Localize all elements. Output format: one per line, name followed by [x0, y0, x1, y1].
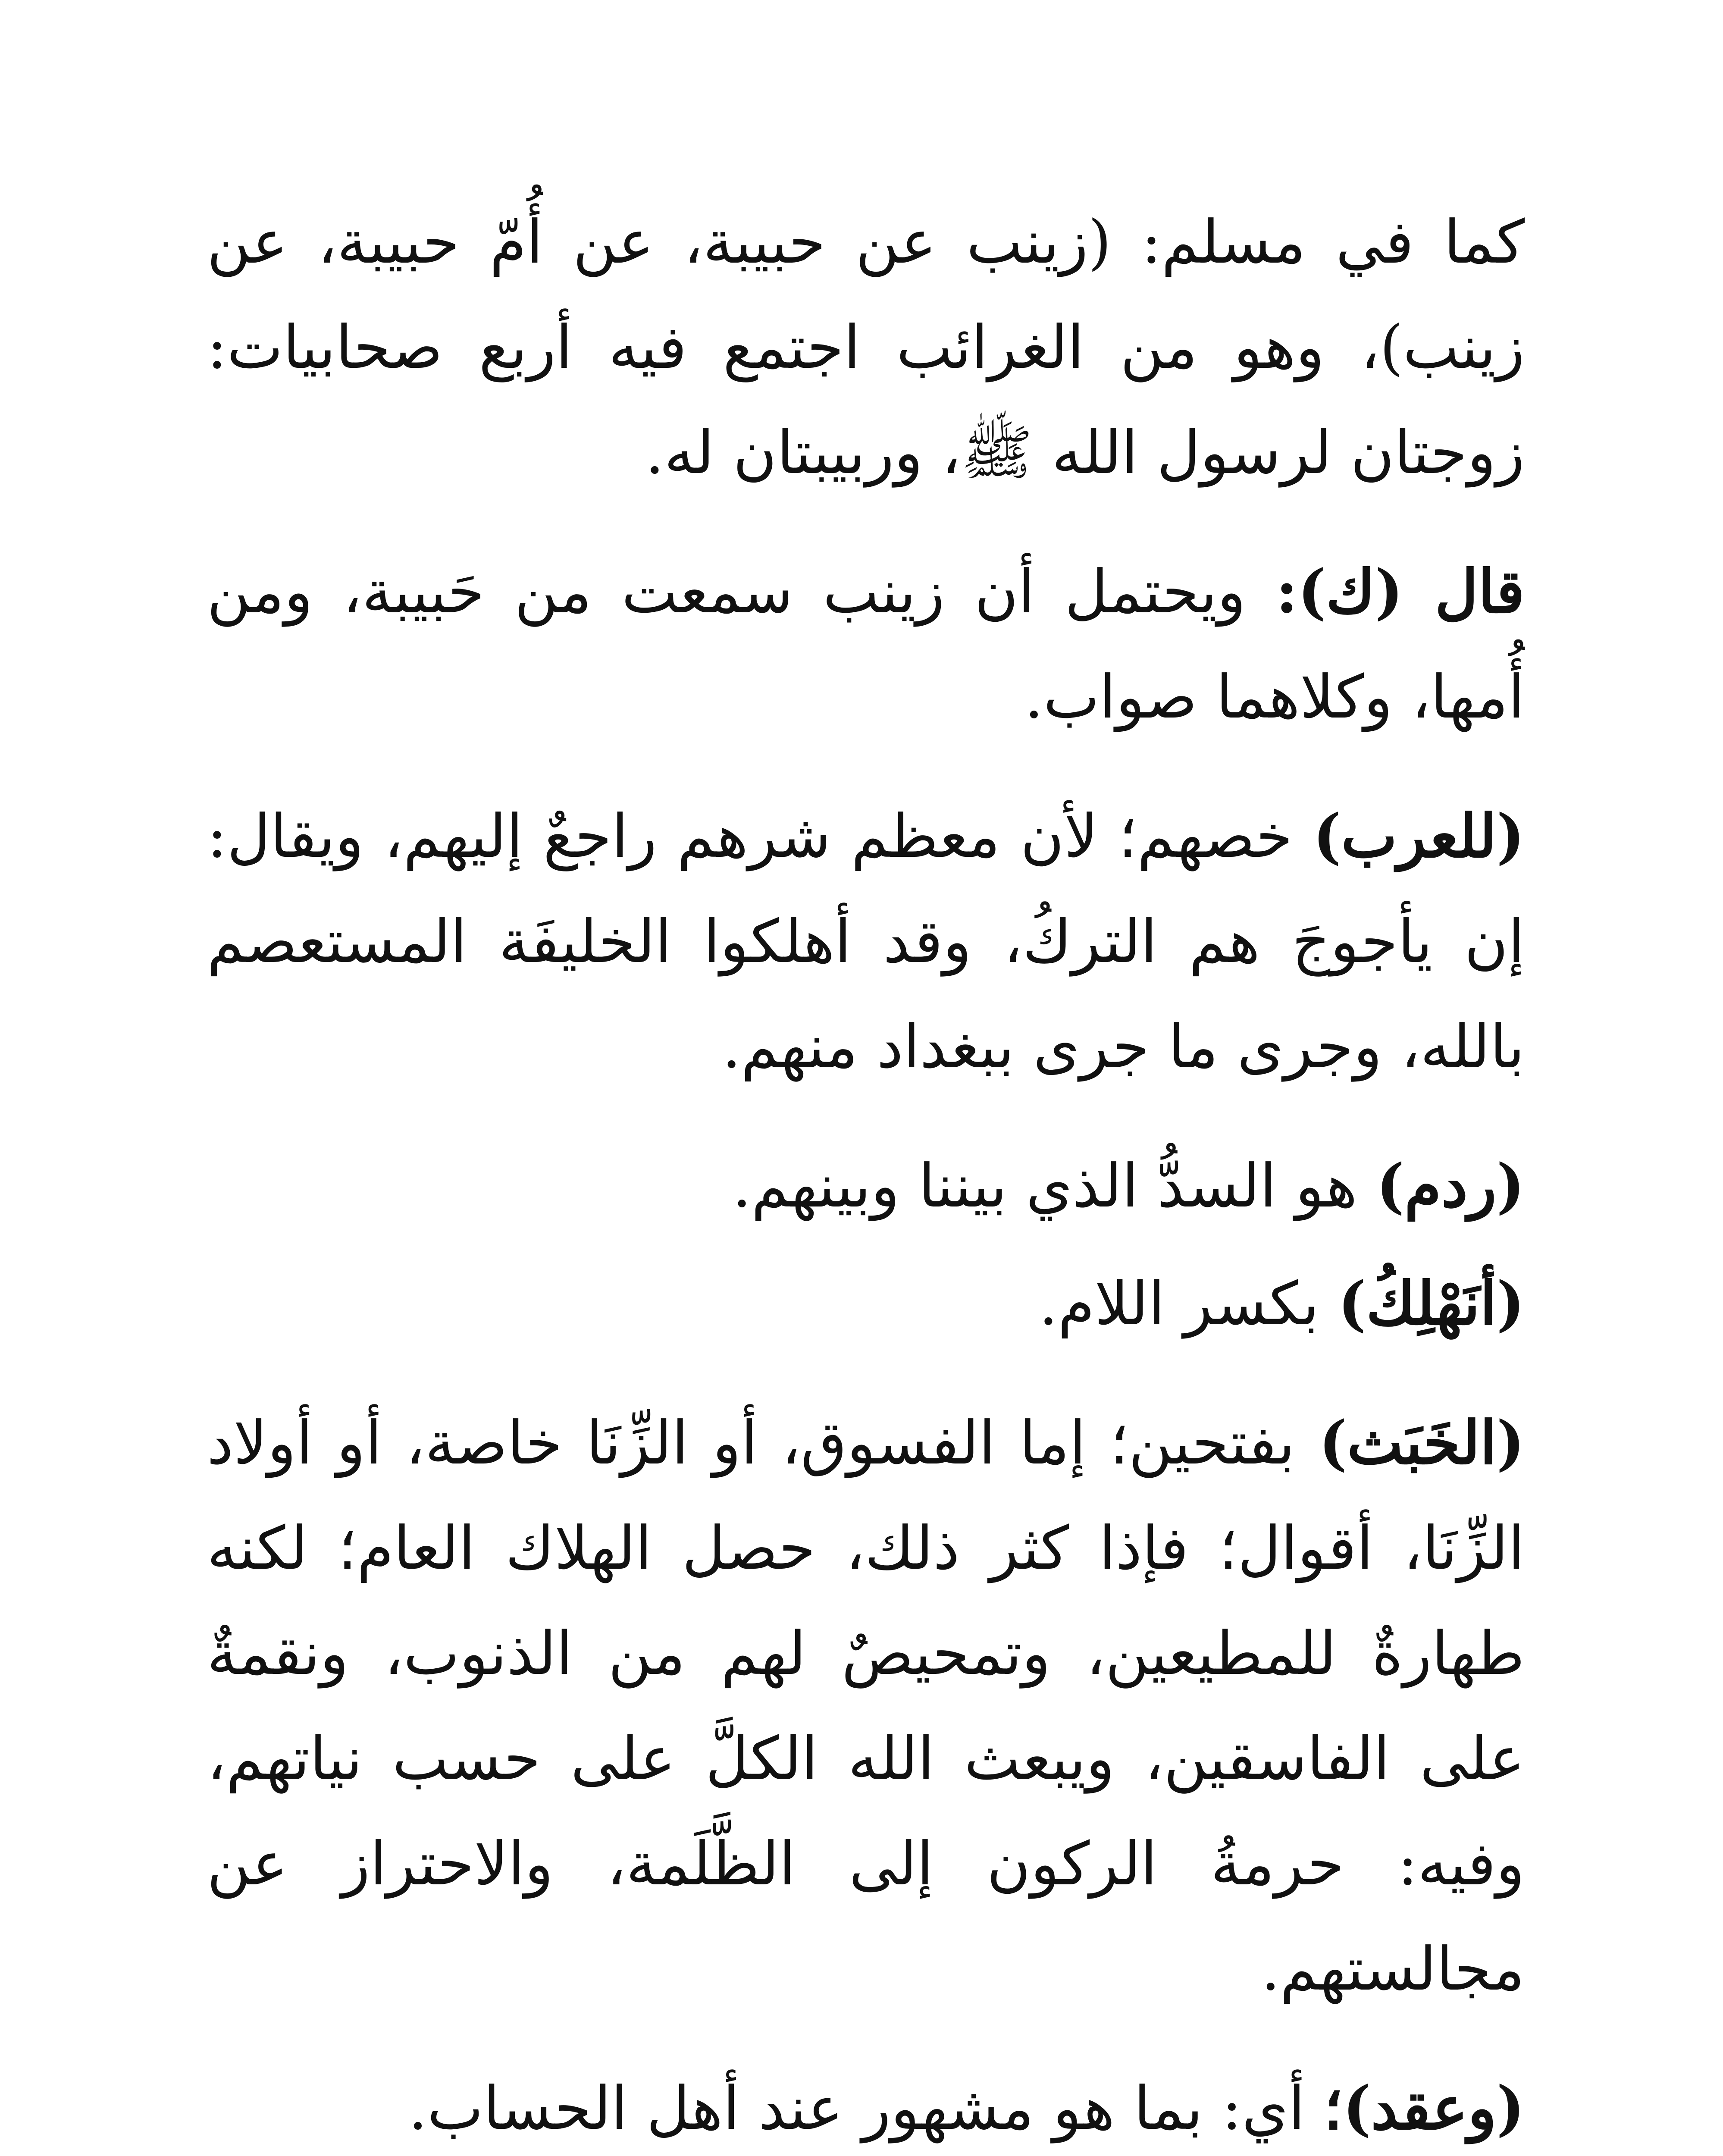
lemma: قال (ك):	[1275, 556, 1525, 627]
line-text: هو السدُّ الذي بيننا وبينهم.	[732, 1151, 1376, 1221]
line-radm	[207, 1133, 1525, 1239]
lemma: (الخَبَث)	[1319, 1407, 1525, 1478]
line-aqd	[207, 2056, 1525, 2156]
paragraph-text: ويحتمل أن زينب سمعت من حَبيبة، ومن أُمها، وكلاهما صواب.	[207, 557, 1525, 732]
paragraph-text: خصهم؛ لأن معظم شرهم راجعٌ إليهم، ويقال: إن يأجوجَ هم التركُ، وقد أهلكوا الخليفَة المستعصم بالله، وجرى ما جرى ببغداد منهم.	[207, 802, 1525, 1081]
paragraph-text: بفتحين؛ إما الفسوق، أو الزِّنَا خاصة، أو أولاد الزِّنَا، أقوال؛ فإذا كثر ذلك، حصل الهلاك العام؛ لكنه طهارةٌ للمطيعين، وتمحيصٌ لهم من الذنوب، ونقمةٌ على الفاسقين، ويبعث الله الكلَّ على حسب نياتهم، وفيه: حرمةُ الركون إلى الظَّلَمة، والاحتراز عن مجالستهم.	[207, 1408, 1525, 2004]
line-anahlik	[207, 1251, 1525, 1357]
paragraph-arabs	[207, 783, 1525, 1100]
paragraph-kirmani	[207, 539, 1525, 750]
lemma: (للعرب)	[1313, 801, 1525, 871]
lemma: (وعقد)؛	[1324, 2073, 1525, 2143]
paragraph-text: كما في مسلم: (زينب عن حبيبة، عن أُمّ حبيبة، عن زينب)، وهو من الغرائب اجتمع فيه أربع صحابيات: زوجتان لرسول الله ﷺ، وربيبتان له.	[207, 207, 1525, 487]
paragraph-muslim-chain	[207, 190, 1525, 505]
lemma: (ردم)	[1376, 1150, 1525, 1221]
lemma: (أنَهْلِكُ)	[1338, 1268, 1525, 1338]
line-text: بكسر اللام.	[1039, 1269, 1338, 1338]
line-text: أي: بما هو مشهور عند أهل الحساب.	[408, 2074, 1324, 2143]
paragraph-khabath	[207, 1390, 1525, 2022]
